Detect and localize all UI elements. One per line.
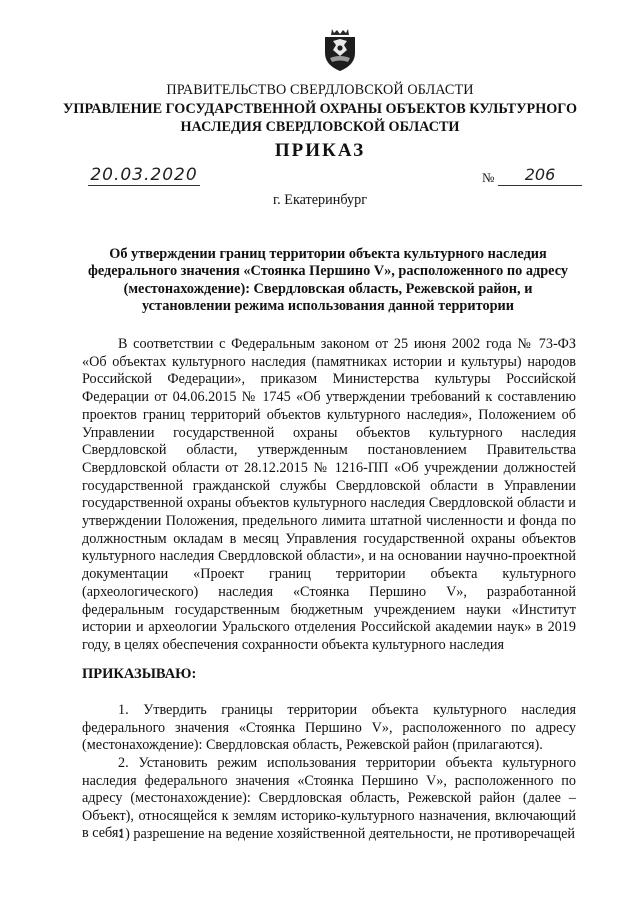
department-name: УПРАВЛЕНИЕ ГОСУДАРСТВЕННОЙ ОХРАНЫ ОБЪЕКТОВ КУЛЬТУРНОГО НАСЛЕДИЯ СВЕРДЛОВСКОЙ ОБЛАСТИ (63, 101, 577, 135)
coat-of-arms-icon (321, 26, 359, 72)
order-number-label: № (482, 170, 495, 185)
government-name: ПРАВИТЕЛЬСТВО СВЕРДЛОВСКОЙ ОБЛАСТИ (166, 82, 474, 98)
preamble-paragraph: В соответствии с Федеральным законом от 25 июня 2002 года № 73-ФЗ «Об объектах культурного наследия (памятниках истории и культуры) народов Российской Федерации», приказом Министерства культуры Российской Федерации от 04.06.2015 № 1745 «Об утверждении требований к составлению проектов границ территорий объектов культурного наследия», Положением об Управлении государственной охраны объектов культурного наследия Свердловской области, утвержденным постановлением Правительства Свердловской области от 28.12.2015 № 1216-ПП «Об учреждении должностей государственной гражданской службы Свердловской области в Управлении государственной охраны объектов культурного наследия Свердловской области и утверждении Положения, предельного лимита штатной численности и фонда по должностным окладам в месяц Управления государственной охраны объектов культурного наследия Свердловской области», и на основании научно-проектной документации «Проект границ территории объекта культурного (археологического) наследия «Стоянка Першино V», разработанной федеральным государственным бюджетным учреждением науки «Институт истории и археологии Уральского отделения Российской академии наук» в 2019 году, в целях обеспечения сохранности объекта культурного наследия (82, 336, 576, 653)
order-item-1: 1. Утвердить границы территории объекта культурного наследия федерального значения «Стоянка Першино V», расположенного по адресу (местонахождение): Свердловская область, Режевской район (прилагаются). (82, 702, 576, 753)
document-type-title: ПРИКАЗ (274, 140, 366, 161)
order-date: 20.03.2020 (88, 165, 200, 186)
order-item-2-sub-1: 1) разрешение на ведение хозяйственной деятельности, не противоречащей (118, 826, 576, 842)
order-word: ПРИКАЗЫВАЮ: (82, 666, 197, 682)
order-number: 206 (498, 165, 582, 186)
order-item-2: 2. Установить режим использования территории объекта культурного наследия федерального значения «Стоянка Першино V», расположенного по адресу (местонахождение): Свердловская область, Режевской район (далее – Объект), относящейся к землям историко-культурного назначения, включающий в себя: (82, 755, 576, 841)
order-subject: Об утверждении границ территории объекта культурного наследия федерального значения «Стоянка Першино V», расположенного по адресу (местонахождение): Свердловская область, Режевской район, и установлении режима использования данной территории (87, 246, 569, 314)
city-line: г. Екатеринбург (272, 192, 368, 208)
